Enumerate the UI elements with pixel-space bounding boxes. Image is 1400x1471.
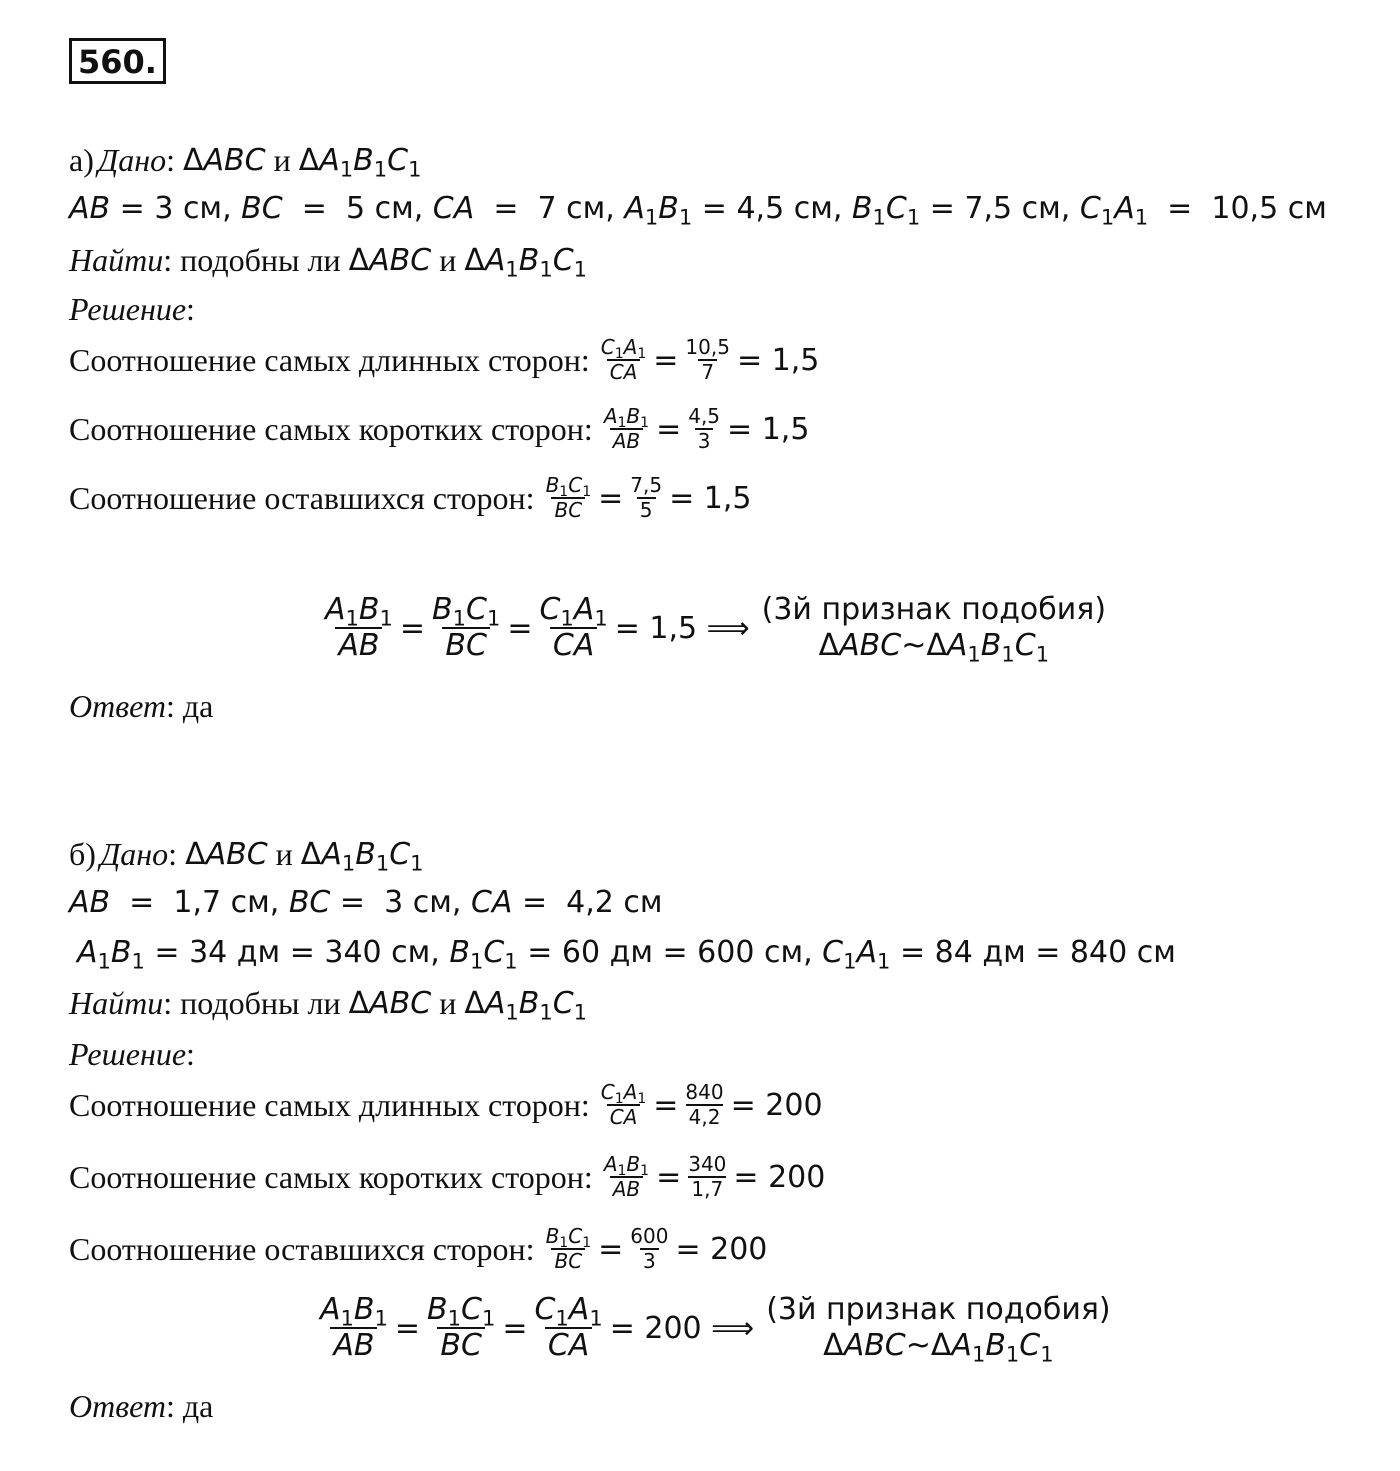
find-label: Найти xyxy=(69,242,164,278)
given-label: Дано xyxy=(97,142,167,178)
solution-label: Решение xyxy=(69,291,187,327)
part-a-answer: Ответ : да xyxy=(69,688,214,724)
part-b-given-values-2: $A_1B_1 = 34$ дм = 340 см, $B_1C_1 = 60$ дм = 600 см, $C_1A_1 = 84$ дм = 840 см xyxy=(77,935,1176,974)
part-a-remaining: Соотношение оставшихся сторон: $\frac{B_1C_1}{BC}$ = $\frac{7,5}{5}$ = 1,5 xyxy=(69,473,752,522)
part-b-answer: Ответ : да xyxy=(69,1388,214,1424)
part-a-find: Найти : подобны ли ΔABC и $\Delta A_1B_1C_1$ xyxy=(69,242,588,282)
part-b-remaining: Соотношение оставшихся сторон: $\frac{B_1C_1}{BC}$ = $\frac{600}{3}$ = 200 xyxy=(69,1224,768,1273)
part-b-given: б) Дано : ΔABC и $\Delta A_1B_1C_1$ xyxy=(69,836,424,876)
part-b-shortest: Соотношение самых коротких сторон: $\frac{A_1B_1}{AB}$ = $\frac{340}{1,7}$ = 200 xyxy=(69,1152,826,1201)
part-b-longest: Соотношение самых длинных сторон: $\frac{C_1A_1}{CA}$ = $\frac{840}{4,2}$ = 200 xyxy=(69,1080,823,1129)
part-a-given-values: AB = 3 см, BC = 5 см, CA = 7 см, $A_1B_1 = 4,5$ см, $B_1C_1 = 7,5$ см, $C_1A_1 = 10,5$ см xyxy=(69,191,1327,230)
part-a-solution: Решение : xyxy=(69,291,195,327)
answer-label: Ответ xyxy=(69,688,166,724)
part-a-longest: Соотношение самых длинных сторон: $\frac{C_1A_1}{CA}$ = $\frac{10,5}{7}$ = 1,5 xyxy=(69,335,820,384)
part-a-given: а) Дано : ΔABC и $\Delta A_1B_1C_1$ xyxy=(69,142,422,182)
part-a-shortest: Соотношение самых коротких сторон: $\frac{A_1B_1}{AB}$ = $\frac{4,5}{3}$ = 1,5 xyxy=(69,404,810,453)
part-b-conclusion: $\frac{A_1B_1}{AB}$ = $\frac{B_1C_1}{BC}$ = $\frac{C_1A_1}{CA}$ = 200 ⟹ (3й признак подобия) $\Delta ABC\sim\Delta A_1B_1C_1$ xyxy=(320,1291,1111,1367)
part-a-conclusion: $\frac{A_1B_1}{AB}$ = $\frac{B_1C_1}{BC}$ = $\frac{C_1A_1}{CA}$ = 1,5 ⟹ (3й признак подобия) $\Delta ABC\sim\Delta A_1B_1C_1$ xyxy=(325,591,1107,667)
criterion-text: (3й признак подобия) xyxy=(761,592,1107,627)
part-b-solution: Решение : xyxy=(69,1036,195,1072)
part-b-find: Найти : подобны ли ΔABC и $\Delta A_1B_1C_1$ xyxy=(69,985,588,1025)
problem-number: 560. xyxy=(69,38,166,84)
part-b-given-values-1: AB = 1,7 см, BC = 3 см, CA = 4,2 см xyxy=(69,885,663,920)
